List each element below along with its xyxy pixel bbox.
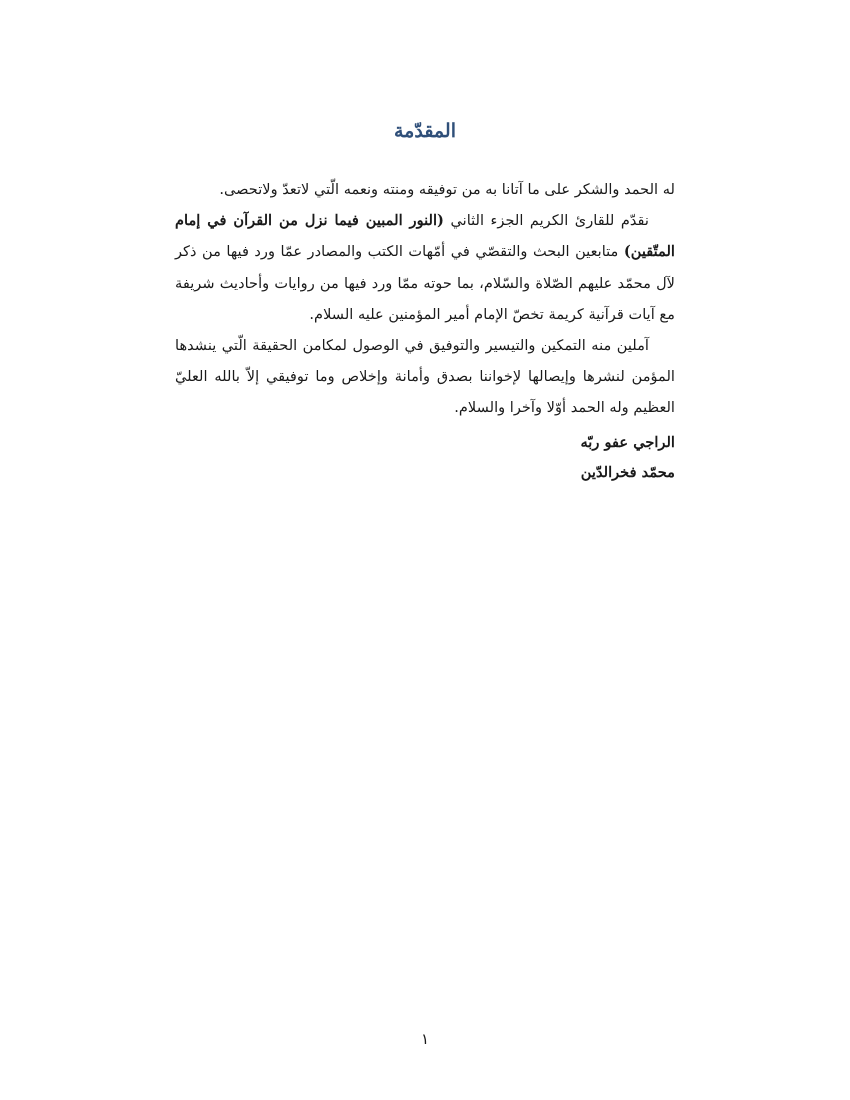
- paragraph-praise: له الحمد والشكر على ما آتانا به من توفيقه ومنته ونعمه الّتي لاتعدّ ولاتحصى.: [219, 181, 675, 198]
- page-title: المقدّمة: [393, 120, 456, 142]
- signature-line-1: الراجي عفو ربّه: [580, 434, 675, 451]
- paragraph-hope: آملين منه التمكين والتيسير والتوفيق في الوصول لمكامن الحقيقة الّتي ينشدها المؤمن لنشرها وإيصالها لإخواننا بصدق وأمانة وإخلاص وما توفيقي إلاّ بالله العليّ العظيم وله الحمد أوّلا وآخرا والسلام.: [175, 337, 675, 417]
- paragraph-introduction-start: نقدّم للقارئ الكريم الجزء الثاني: [443, 212, 649, 230]
- book-title: (النور المبين فيما نزل من القرآن في إمام المتّقين): [175, 212, 675, 261]
- signature-author-name: محمّد فخرالدّين: [580, 464, 675, 481]
- paragraph-introduction-end: متابعين البحث والتقصّي في أمّهات الكتب والمصادر عمّا ورد فيها من ذكر لآل محمّد عليهم الصّلاة والسّلام، بما حوته ممّا ورد فيها من روايات وأحاديث شريفة مع آيات قرآنية كريمة تخصّ الإمام أمير المؤمنين عليه السلام.: [175, 243, 675, 323]
- paragraph-introduction: [175, 205, 675, 330]
- signature-block: [175, 428, 675, 488]
- page-number: ١: [420, 1030, 430, 1048]
- body-text: [175, 174, 675, 424]
